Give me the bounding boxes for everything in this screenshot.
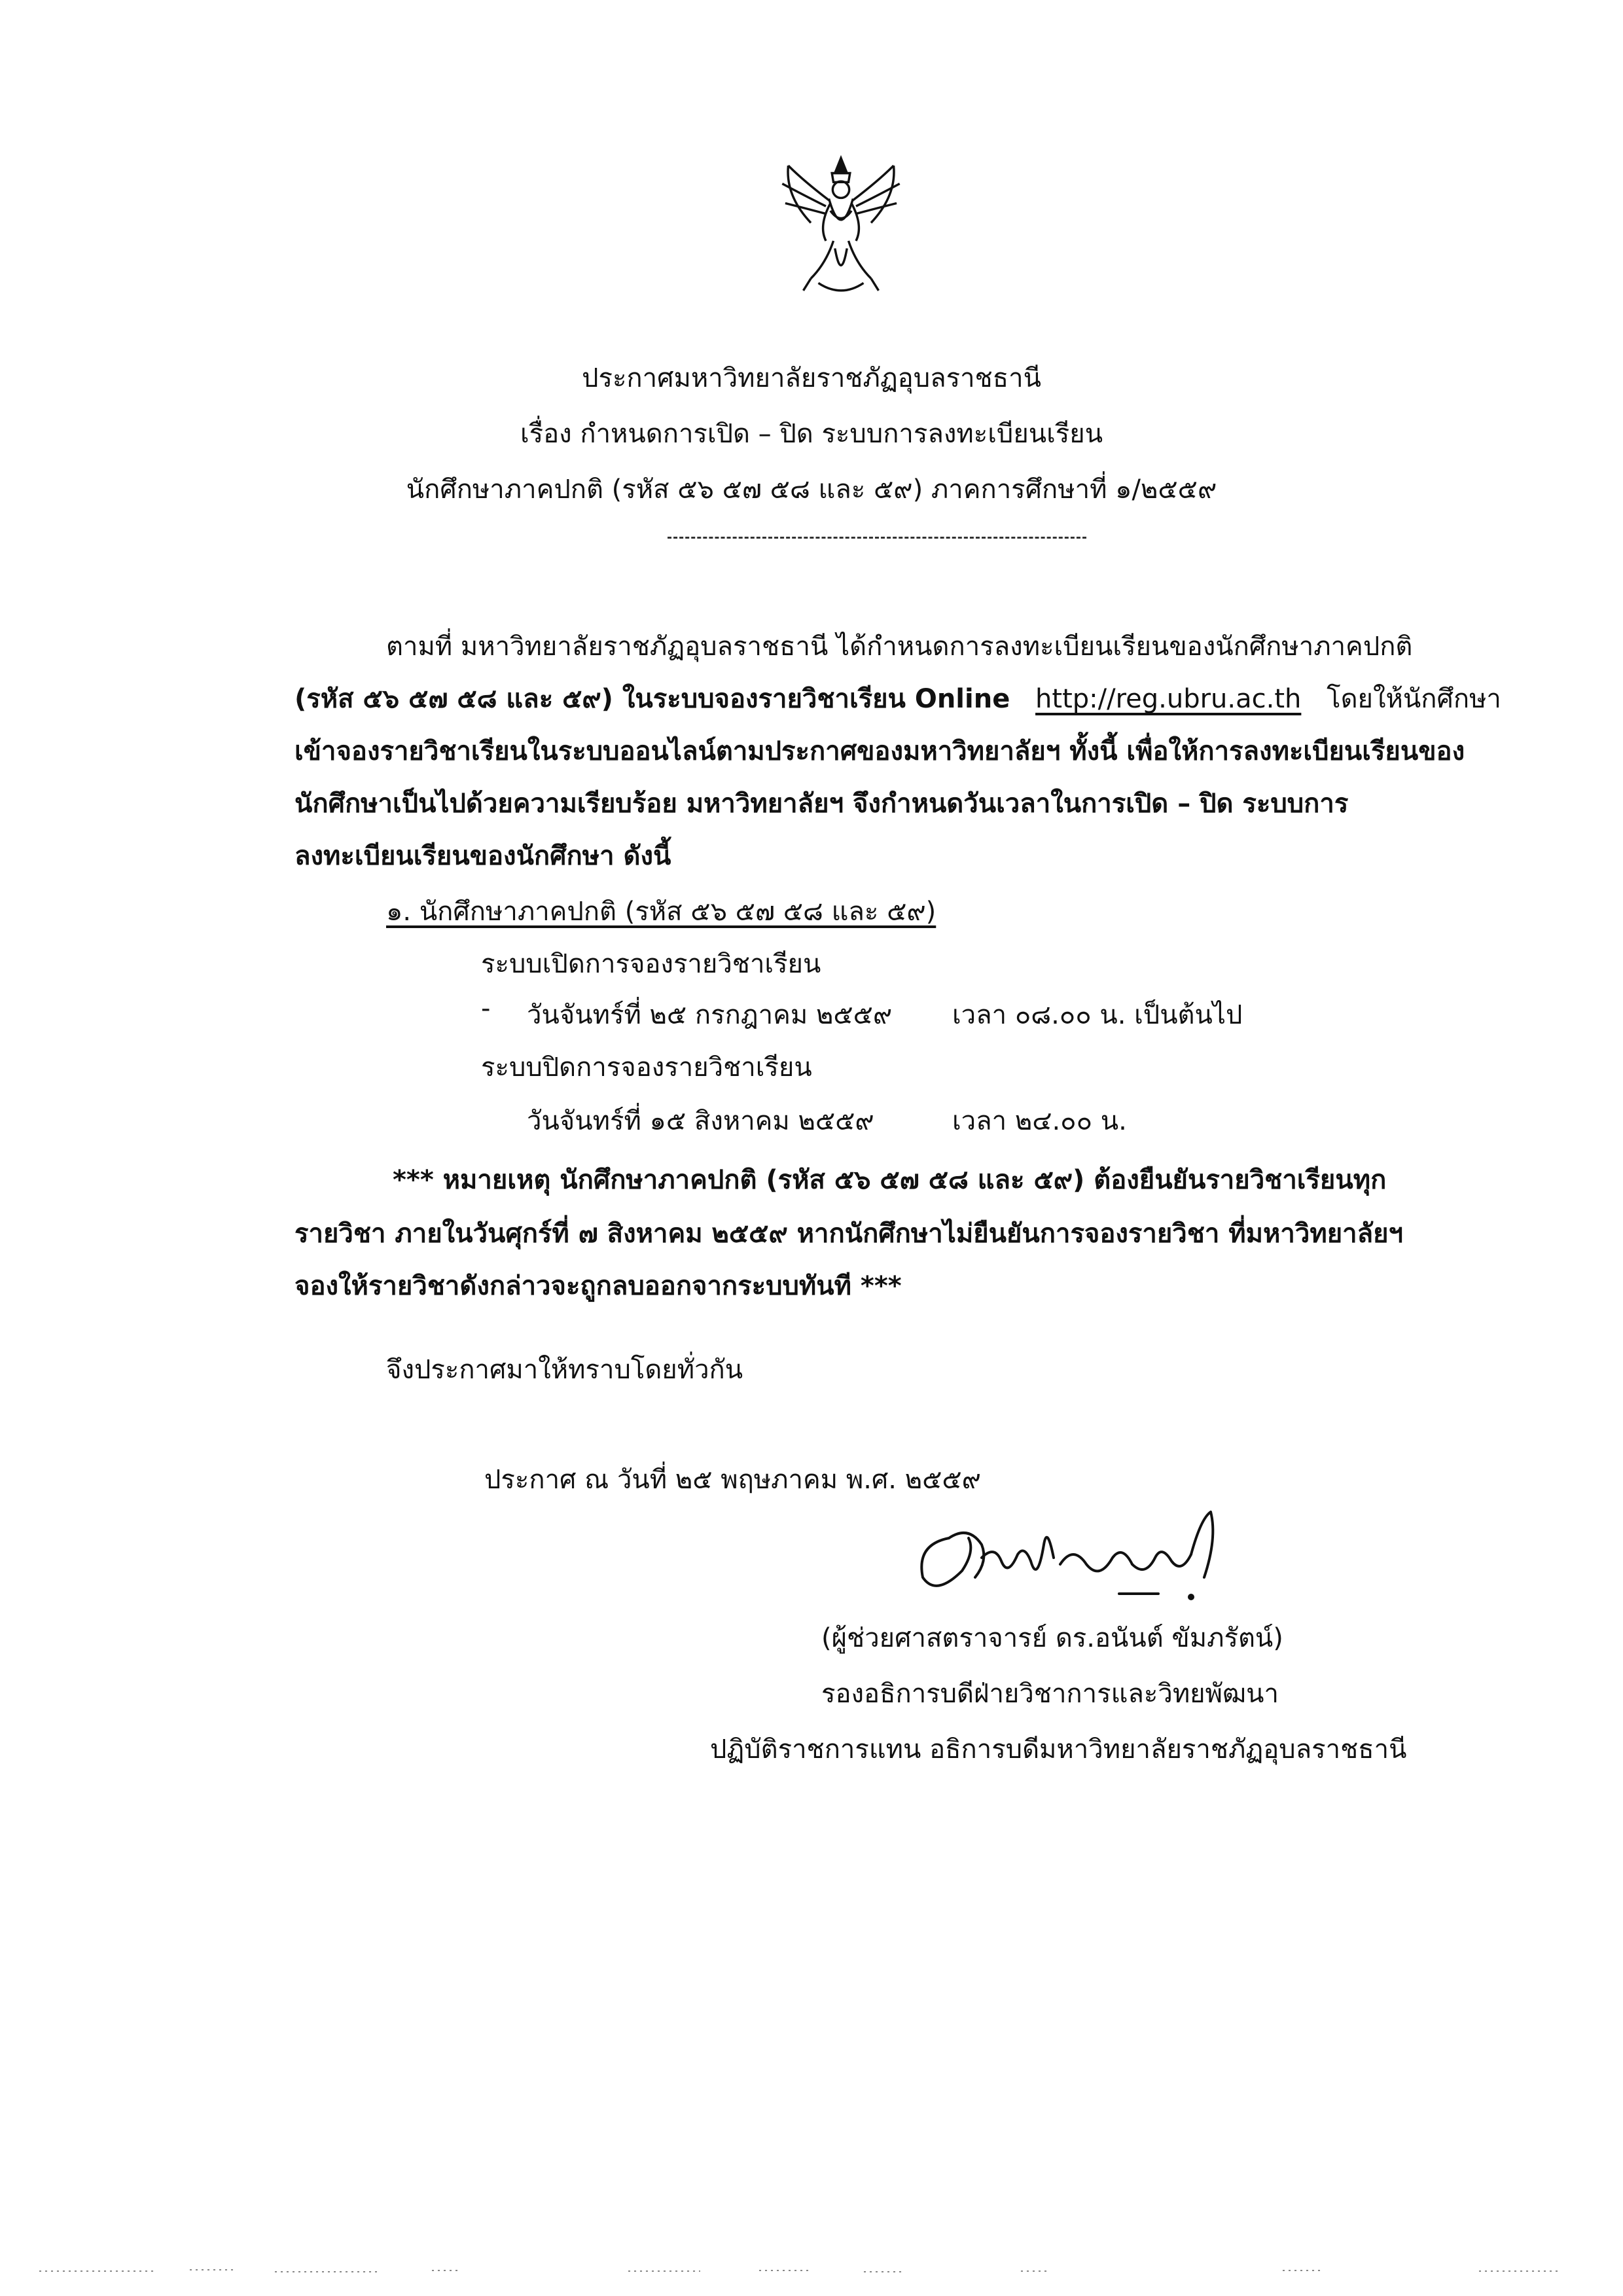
signatory-acting-position: ปฏิบัติราชการแทน อธิการบดีมหาวิทยาลัยราชภัฏอุบลราชธานี xyxy=(710,1734,1407,1765)
announcement-title: ประกาศมหาวิทยาลัยราชภัฏอุบลราชธานี xyxy=(582,363,1041,393)
registration-link[interactable]: http://reg.ubru.ac.th xyxy=(1035,684,1302,714)
announcement-subject: เรื่อง กำหนดการเปิด – ปิด ระบบการลงทะเบียนเรียน xyxy=(520,419,1103,449)
intro-line-2-text: (รหัส ๕๖ ๕๗ ๕๘ และ ๕๙) ในระบบจองรายวิชาเรียน Online xyxy=(294,684,1010,714)
intro-line-1: ตามที่ มหาวิทยาลัยราชภัฏอุบลราชธานี ได้กำหนดการลงทะเบียนเรียนของนักศึกษาภาคปกติ xyxy=(386,632,1413,662)
note-line-1: *** หมายเหตุ นักศึกษาภาคปกติ (รหัส ๕๖ ๕๗ ๕๘ และ ๕๙) ต้องยืนยันรายวิชาเรียนทุก xyxy=(393,1165,1387,1195)
intro-line-4: นักศึกษาเป็นไปด้วยความเรียบร้อย มหาวิทยาลัยฯ จึงกำหนดวันเวลาในการเปิด – ปิด ระบบการ xyxy=(294,789,1349,819)
intro-line-2 xyxy=(294,677,1501,719)
announcement-subject-detail: นักศึกษาภาคปกติ (รหัส ๕๖ ๕๗ ๕๘ และ ๕๙) ภาคการศึกษาที่ ๑/๒๕๕๙ xyxy=(406,475,1217,505)
close-date: วันจันทร์ที่ ๑๕ สิงหาคม ๒๕๕๙ xyxy=(527,1106,874,1136)
signatory-name: (ผู้ช่วยศาสตราจารย์ ดร.อนันต์ ขัมภรัตน์) xyxy=(821,1623,1283,1653)
closing-statement: จึงประกาศมาให้ทราบโดยทั่วกัน xyxy=(386,1355,743,1385)
scan-noise-strip xyxy=(39,2266,1584,2275)
intro-line-3: เข้าจองรายวิชาเรียนในระบบออนไลน์ตามประกาศของมหาวิทยาลัยฯ ทั้งนี้ เพื่อให้การลงทะเบียนเรียนของ xyxy=(294,736,1465,766)
section-title: ๑. นักศึกษาภาคปกติ (รหัส ๕๖ ๕๗ ๕๘ และ ๕๙) xyxy=(386,897,936,927)
announce-date: ประกาศ ณ วันที่ ๒๕ พฤษภาคม พ.ศ. ๒๕๕๙ xyxy=(484,1465,981,1495)
close-time: เวลา ๒๔.๐๐ น. xyxy=(952,1106,1127,1136)
close-label: ระบบปิดการจองรายวิชาเรียน xyxy=(481,1052,812,1083)
note-line-3: จองให้รายวิชาดังกล่าวจะถูกลบออกจากระบบทันที *** xyxy=(294,1271,902,1301)
open-time: เวลา ๐๘.๐๐ น. เป็นต้นไป xyxy=(952,1000,1243,1030)
open-label: ระบบเปิดการจองรายวิชาเรียน xyxy=(481,949,821,979)
header-divider xyxy=(668,537,1086,539)
open-bullet: - xyxy=(481,994,491,1024)
note-line-2: รายวิชา ภายในวันศุกร์ที่ ๗ สิงหาคม ๒๕๕๙ หากนักศึกษาไม่ยืนยันการจองรายวิชา ที่มหาวิทยาลัยฯ xyxy=(294,1219,1404,1249)
handwritten-signature xyxy=(903,1499,1243,1610)
intro-line-5: ลงทะเบียนเรียนของนักศึกษา ดังนี้ xyxy=(294,841,671,871)
open-date: วันจันทร์ที่ ๒๕ กรกฎาคม ๒๕๕๙ xyxy=(527,1000,893,1030)
garuda-emblem-icon xyxy=(766,151,916,301)
signatory-position: รองอธิการบดีฝ่ายวิชาการและวิทยพัฒนา xyxy=(821,1679,1279,1709)
intro-line-2-tail: โดยให้นักศึกษา xyxy=(1327,684,1501,714)
